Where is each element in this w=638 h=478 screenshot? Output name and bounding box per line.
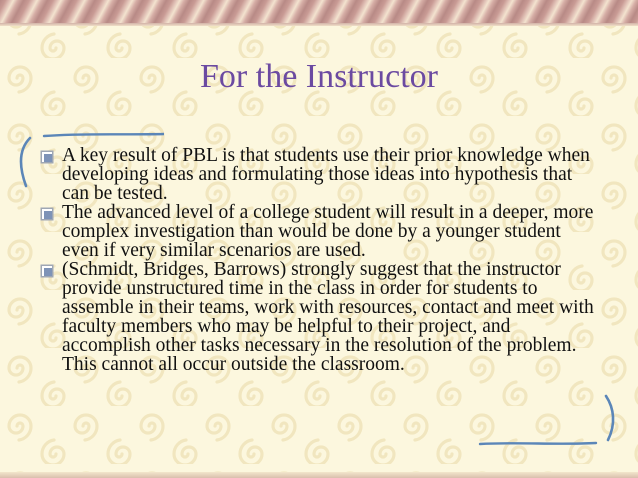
bullet-item bbox=[40, 146, 600, 203]
bottom-decorative-band bbox=[0, 472, 638, 478]
bullet-item bbox=[40, 260, 600, 374]
checkbox-bullet-icon bbox=[40, 207, 54, 221]
bullet-list bbox=[40, 146, 600, 374]
top-decorative-band bbox=[0, 0, 638, 26]
slide-title: For the Instructor bbox=[200, 58, 438, 95]
bullet-text: A key result of PBL is that students use their prior knowledge when developing ideas and formulating those ideas into hypothesis that can be tested. bbox=[62, 145, 590, 204]
checkbox-bullet-icon bbox=[40, 264, 54, 278]
checkbox-bullet-icon bbox=[40, 150, 54, 164]
bullet-text: (Schmidt, Bridges, Barrows) strongly suggest that the instructor provide unstructured time in the class in order for students to assemble in their teams, work with resources, contact and meet with faculty members who may be helpful to their project, and accomplish other tasks necessary in the resolution of the problem. This cannot all occur outside the classroom. bbox=[62, 259, 594, 375]
bullet-item bbox=[40, 203, 600, 260]
bullet-text: The advanced level of a college student will result in a deeper, more complex investigation than would be done by a younger student even if very similar scenarios are used. bbox=[62, 202, 594, 261]
bracket-right-icon bbox=[478, 392, 618, 452]
